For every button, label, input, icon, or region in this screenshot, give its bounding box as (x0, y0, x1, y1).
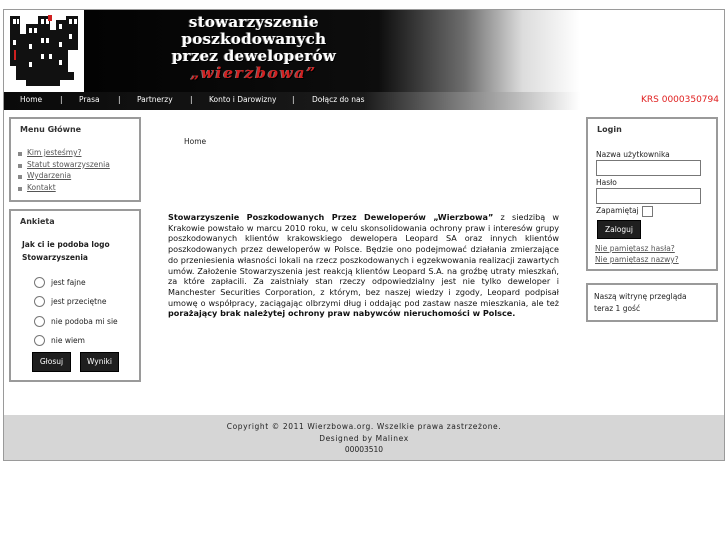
visit-counter: 00003510 (344, 445, 384, 454)
nav-item-konto[interactable]: Konto i Darowizny (209, 95, 277, 104)
poll-box (9, 209, 141, 382)
menu-link-statut[interactable]: Statut stowarzyszenia (27, 159, 110, 169)
poll-option-label: jest przeciętne (51, 297, 107, 306)
site-title-line-4: „wierzbowa” (190, 64, 318, 82)
footer-designed-by: Designed by Malinex (319, 434, 409, 443)
menu-item (18, 160, 110, 172)
poll-question-line-2: Stowarzyszenia (22, 253, 88, 262)
article-body: z siedzibą w Krakowie powstało w marcu 2010 roku, w celu skonsolidowania ochrony praw i interesów grupy poszkodowanych klientów krakowskiego dewelopera Leopard SA oraz innych klientów poszkodowanych przez deweloperów w Polsce. Będzie ono podejmować działania zmierzające do przeniesienia własności lokali na rzecz poszkodowanych i egzekwowania realizacji zawartych umów. Założenie Stowarzyszenia jest reakcją klientów Leopard S.A. na groźbę utraty mieszkań, za które zapłacili. Za zaistniały stan rzeczy odpowiedzialny jest nie tylko deweloper i Manchester Securities Corporation, z którym, bez naszej wiedzy i zgody, Leopard podpisał umowę o współpracy, zaciągając olbrzymi dług i oddając pod zastaw nasze mieszkania, ale też (168, 212, 560, 308)
remember-checkbox[interactable] (642, 206, 653, 217)
buildings-logo-icon (4, 10, 84, 92)
breadcrumb[interactable]: Home (184, 137, 207, 146)
association-logo[interactable] (4, 10, 84, 92)
password-field[interactable] (596, 188, 701, 204)
nav-separator: | (292, 95, 295, 104)
krs-number: KRS 0000350794 (641, 95, 719, 105)
nav-item-dolacz[interactable]: Dołącz do nas (312, 95, 365, 104)
site-title-line-2: poszkodowanych (181, 30, 327, 48)
menu-item (18, 148, 110, 160)
remember-label: Zapamiętaj (596, 206, 639, 215)
menu-link-kim[interactable]: Kim jesteśmy? (27, 148, 82, 157)
menu-item (18, 171, 110, 183)
nav-separator: | (190, 95, 193, 104)
radio-button[interactable] (34, 277, 45, 288)
poll-question-line-1: Jak ci ie podoba logo (22, 240, 110, 249)
results-button[interactable]: Wyniki (80, 352, 119, 372)
main-nav (4, 92, 724, 110)
nav-separator: | (118, 95, 121, 104)
nav-item-prasa[interactable]: Prasa (79, 95, 100, 104)
menu-link-wydarzenia[interactable]: Wydarzenia (27, 171, 72, 180)
login-button[interactable]: Zaloguj (597, 220, 641, 239)
whos-online-text: Naszą witrynę przegląda teraz 1 gość (594, 292, 687, 313)
forgot-password-link[interactable]: Nie pamiętasz hasła? (595, 244, 675, 253)
nav-item-partnerzy[interactable]: Partnerzy (137, 95, 173, 104)
menu-link-kontakt[interactable]: Kontakt (27, 182, 56, 192)
main-menu-list (18, 148, 110, 194)
site-footer (4, 415, 724, 460)
radio-button[interactable] (34, 316, 45, 327)
vote-button[interactable]: Głosuj (32, 352, 71, 372)
poll-option-label: nie podoba mi sie (51, 317, 118, 326)
poll-option-label: jest fajne (51, 278, 86, 287)
password-label: Hasło (596, 178, 617, 187)
radio-button[interactable] (34, 296, 45, 307)
username-field[interactable] (596, 160, 701, 176)
site-title-line-3: przez deweloperów (171, 47, 337, 65)
nav-separator: | (60, 95, 63, 104)
footer-copyright: Copyright © 2011 Wierzbowa.org. Wszelkie prawa zastrzeżone. (226, 422, 502, 431)
site-header (4, 10, 724, 92)
login-title: Login (597, 125, 622, 134)
site-title (124, 14, 384, 82)
site-title-line-1: stowarzyszenie (188, 13, 319, 31)
article-text (168, 212, 559, 319)
nav-item-home[interactable]: Home (20, 95, 43, 104)
radio-button[interactable] (34, 335, 45, 346)
poll-title: Ankieta (20, 217, 55, 226)
article-bold-end: porażający brak należytej ochrony praw nabywców nieruchomości w Polsce. (168, 308, 516, 319)
article-lead: Stowarzyszenie Poszkodowanych Przez Deweloperów „Wierzbowa” (168, 212, 494, 222)
forgot-username-link[interactable]: Nie pamiętasz nazwy? (595, 255, 679, 264)
main-menu-title: Menu Główne (20, 125, 82, 134)
username-label: Nazwa użytkownika (596, 150, 670, 159)
poll-option-label: nie wiem (51, 336, 85, 345)
menu-item (18, 183, 110, 195)
